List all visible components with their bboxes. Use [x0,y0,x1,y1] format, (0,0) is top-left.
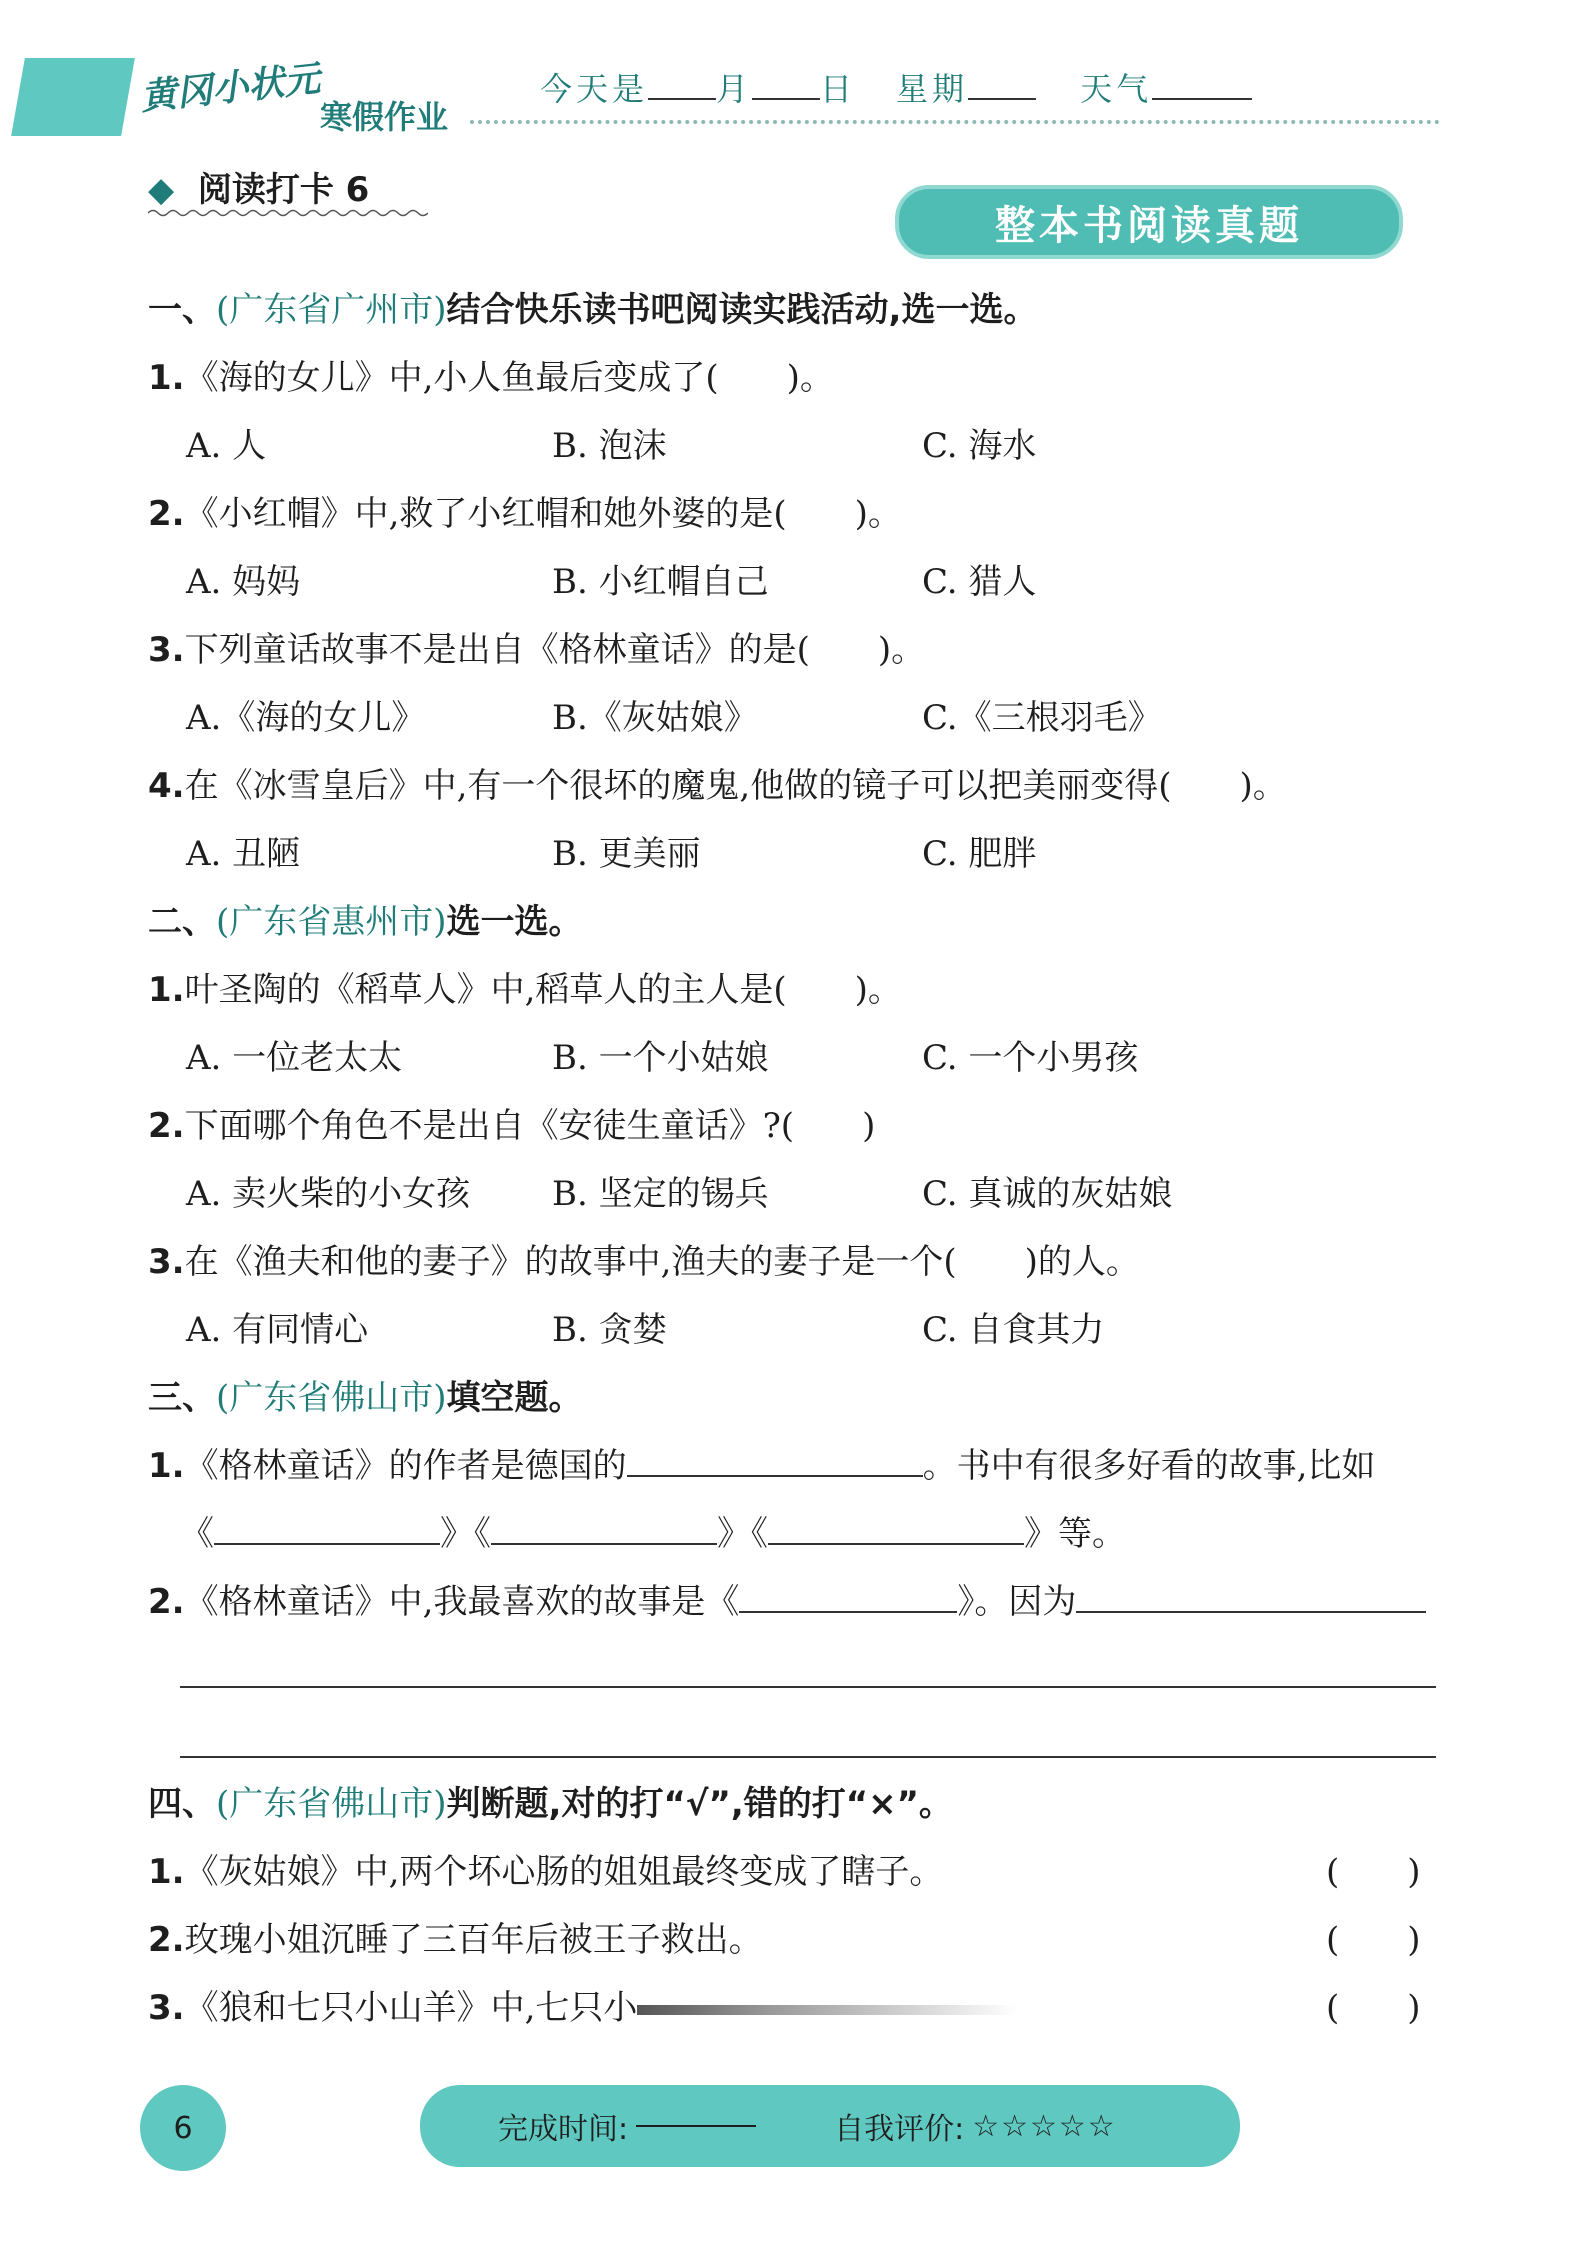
diamond-icon: ◆ [148,170,175,210]
question-text: 在《渔夫和他的妻子》的故事中,渔夫的妻子是一个( )的人。 [184,1242,1140,1282]
question-number: 1. [148,358,185,398]
section-4-region: (广东省佛山市) [216,1784,447,1824]
brand-logo: 黄冈小状元 [138,58,322,119]
day-blank[interactable] [752,98,820,100]
question-text: 《狼和七只小山羊》中,七只小 [184,1988,638,2028]
footer-bar [420,2085,1240,2167]
section-4-prefix: 四、 [148,1784,216,1824]
section-2-heading [148,894,583,943]
question [148,1234,1140,1283]
option[interactable]: A. 丑陋 [186,834,301,874]
finish-time-blank[interactable] [636,2125,756,2127]
option[interactable]: B. 小红帽自己 [552,562,769,602]
option[interactable]: C. 自食其力 [922,1310,1105,1350]
self-eval-label: 自我评价: [834,2112,965,2147]
page-number-badge [140,2085,226,2171]
option[interactable]: A. 一位老太太 [186,1038,403,1078]
section-4-heading-text: 判断题,对的打“√”,错的打“×”。 [446,1784,953,1824]
option[interactable]: B. 泡沫 [552,426,667,466]
banner: 整本书阅读真题 [895,185,1403,259]
fill-text: 《格林童话》的作者是德国的 [184,1446,627,1486]
question [148,622,925,671]
question [148,962,902,1011]
fill-text: 《 [180,1514,214,1554]
fill-question-2 [148,1574,1426,1623]
date-label-today: 今天是 [540,70,649,108]
answer-line[interactable] [180,1756,1436,1758]
question [148,758,1287,807]
fill-text: 》等。 [1024,1514,1126,1554]
story-blank-2[interactable] [491,1543,717,1545]
page-number: 6 [173,2110,193,2146]
fill-text: 》《 [440,1514,491,1554]
date-label-month: 月 [716,70,753,108]
option[interactable]: C. 肥胖 [922,834,1037,874]
fill-text: 。书中有很多好看的故事,比如 [922,1446,1376,1486]
finish-time-label: 完成时间: [498,2112,629,2147]
option[interactable]: A. 卖火柴的小女孩 [186,1174,471,1214]
question-text: 下面哪个角色不是出自《安徒生童话》?( ) [184,1106,876,1146]
section-3-prefix: 三、 [148,1378,216,1418]
option[interactable]: C. 海水 [922,426,1037,466]
option[interactable]: B. 更美丽 [552,834,701,874]
option[interactable]: C. 一个小男孩 [922,1038,1139,1078]
section-1-region: (广东省广州市) [216,290,447,330]
fill-question-1 [148,1438,1375,1487]
section-2-prefix: 二、 [148,902,216,942]
section-4-heading [148,1776,953,1825]
faded-text-mask [637,2005,1017,2015]
option[interactable]: B. 坚定的锡兵 [552,1174,769,1214]
favorite-story-blank[interactable] [739,1611,957,1613]
option[interactable]: C. 真诚的灰姑娘 [922,1174,1173,1214]
question-number: 3. [148,1988,185,2028]
question-text: 玫瑰小姐沉睡了三百年后被王子救出。 [184,1920,763,1960]
section-title-text: 阅读打卡 6 [197,170,370,210]
date-label-weather: 天气 [1080,70,1153,108]
question-text: 在《冰雪皇后》中,有一个很坏的魔鬼,他做的镜子可以把美丽变得( )。 [184,766,1287,806]
header-dotted-divider [470,120,1440,124]
question [148,1098,875,1147]
option[interactable]: C.《三根羽毛》 [922,698,1162,738]
section-3-heading [148,1370,583,1419]
date-label-day: 日 [820,70,857,108]
week-blank[interactable] [968,98,1036,100]
option[interactable]: B.《灰姑娘》 [552,698,758,738]
section-3-region: (广东省佛山市) [216,1378,447,1418]
question [148,350,834,399]
author-blank[interactable] [627,1475,923,1477]
question-text: 《小红帽》中,救了小红帽和她外婆的是( )。 [184,494,902,534]
judge-question [148,1844,943,1893]
rating-stars[interactable]: ☆☆☆☆☆ [972,2108,1117,2144]
question-number: 2. [148,1106,185,1146]
option[interactable]: C. 猎人 [922,562,1037,602]
reason-blank[interactable] [1076,1611,1426,1613]
workbook-subtitle: 寒假作业 [320,98,449,136]
fill-text: 》《 [717,1514,768,1554]
option[interactable]: A. 妈妈 [186,562,301,602]
question-text: 下列童话故事不是出自《格林童话》的是( )。 [184,630,926,670]
date-line [540,64,1252,110]
answer-bracket[interactable]: ( ) [1326,1988,1421,2028]
section-1-heading-text: 结合快乐读书吧阅读实践活动,选一选。 [446,290,1038,330]
fill-question-1-line-2 [180,1506,1126,1555]
option[interactable]: A. 人 [186,426,267,466]
section-title [148,162,369,211]
question-number: 1. [148,970,185,1010]
story-blank-1[interactable] [214,1543,440,1545]
date-label-week: 星期 [896,70,969,108]
answer-bracket[interactable]: ( ) [1326,1852,1421,1892]
section-2-region: (广东省惠州市) [216,902,447,942]
option[interactable]: B. 贪婪 [552,1310,667,1350]
story-blank-3[interactable] [768,1543,1024,1545]
question-number: 4. [148,766,185,806]
question-text: 《灰姑娘》中,两个坏心肠的姐姐最终变成了瞎子。 [184,1852,944,1892]
fill-text: 》。因为 [957,1582,1077,1622]
question [148,486,902,535]
fill-text: 《格林童话》中,我最喜欢的故事是《 [184,1582,740,1622]
question-number: 2. [148,494,185,534]
question-text: 《海的女儿》中,小人鱼最后变成了( )。 [184,358,834,398]
month-blank[interactable] [648,98,716,100]
section-1-prefix: 一、 [148,290,216,330]
question-number: 3. [148,1242,185,1282]
section-1-heading [148,282,1037,331]
answer-bracket[interactable]: ( ) [1326,1920,1421,1960]
option[interactable]: A. 有同情心 [186,1310,369,1350]
question-number: 1. [148,1446,185,1486]
weather-blank[interactable] [1152,98,1252,100]
question-text: 叶圣陶的《稻草人》中,稻草人的主人是( )。 [184,970,902,1010]
judge-question [148,1980,1017,2029]
section-2-heading-text: 选一选。 [446,902,583,942]
question-number: 1. [148,1852,185,1892]
brand-tab-decoration [11,58,135,136]
question-number: 3. [148,630,185,670]
question-number: 2. [148,1920,185,1960]
section-3-heading-text: 填空题。 [446,1378,583,1418]
question-number: 2. [148,1582,185,1622]
wavy-underline [148,208,428,218]
option[interactable]: A.《海的女儿》 [186,698,426,738]
option[interactable]: B. 一个小姑娘 [552,1038,769,1078]
answer-line[interactable] [180,1686,1436,1688]
judge-question [148,1912,763,1961]
